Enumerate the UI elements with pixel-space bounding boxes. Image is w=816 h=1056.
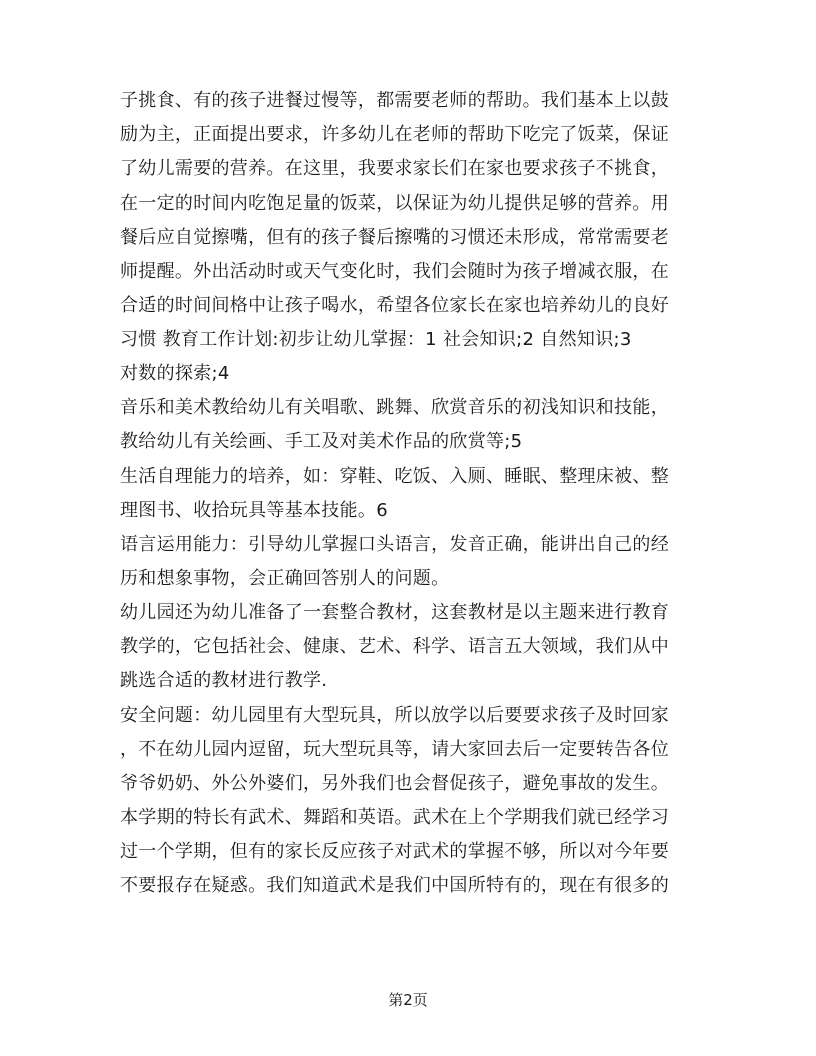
text-line-9: 对数的探索;4: [120, 363, 230, 384]
text-line-8: 习惯 教育工作计划:初步让幼儿掌握：1 社会知识;2 自然知识;3: [120, 329, 632, 350]
text-line-15: 历和想象事物，会正确回答别人的问题。: [120, 568, 450, 589]
text-line-17: 教学的，它包括社会、健康、艺术、科学、语言五大领域，我们从中: [120, 636, 669, 657]
text-line-14: 语言运用能力：引导幼儿掌握口头语言，发音正确，能讲出自己的经: [120, 534, 669, 555]
text-line-23: 过一个学期，但有的家长反应孩子对武术的掌握不够，所以对今年要: [120, 841, 669, 862]
text-line-22: 本学期的特长有武术、舞蹈和英语。武术在上个学期我们就已经学习: [120, 807, 669, 828]
text-line-5: 餐后应自觉擦嘴，但有的孩子餐后擦嘴的习惯还未形成，常常需要老: [120, 227, 669, 248]
text-line-7: 合适的时间间格中让孩子喝水，希望各位家长在家也培养幼儿的良好: [120, 295, 669, 316]
text-line-4: 在一定的时间内吃饱足量的饭菜，以保证为幼儿提供足够的营养。用: [120, 193, 669, 214]
text-line-1: 子挑食、有的孩子进餐过慢等，都需要老师的帮助。我们基本上以鼓: [120, 90, 669, 111]
text-line-2: 励为主，正面提出要求，许多幼儿在老师的帮助下吃完了饭菜，保证: [120, 124, 669, 145]
text-line-6: 师提醒。外出活动时或天气变化时，我们会随时为孩子增减衣服，在: [120, 261, 669, 282]
text-line-20: ，不在幼儿园内逗留，玩大型玩具等，请大家回去后一定要转告各位: [120, 739, 669, 760]
text-line-13: 理图书、收拾玩具等基本技能。6: [120, 500, 388, 521]
text-line-24: 不要报存在疑惑。我们知道武术是我们中国所特有的，现在有很多的: [120, 875, 669, 896]
text-line-3: 了幼儿需要的营养。在这里，我要求家长们在家也要求孩子不挑食，: [120, 158, 669, 179]
text-line-11: 教给幼儿有关绘画、手工及对美术作品的欣赏等;5: [120, 431, 523, 452]
page-number: 第2页: [388, 991, 428, 1009]
text-line-19: 安全问题：幼儿园里有大型玩具，所以放学以后要要求孩子及时回家: [120, 705, 669, 726]
text-line-12: 生活自理能力的培养，如：穿鞋、吃饭、入厕、睡眠、整理床被、整: [120, 466, 669, 487]
text-line-10: 音乐和美术教给幼儿有关唱歌、跳舞、欣赏音乐的初浅知识和技能，: [120, 397, 669, 418]
text-line-16: 幼儿园还为幼儿准备了一套整合教材，这套教材是以主题来进行教育: [120, 602, 669, 623]
text-line-18: 跳选合适的教材进行教学.: [120, 670, 328, 691]
text-line-21: 爷爷奶奶、外公外婆们，另外我们也会督促孩子，避免事故的发生。: [120, 773, 669, 794]
